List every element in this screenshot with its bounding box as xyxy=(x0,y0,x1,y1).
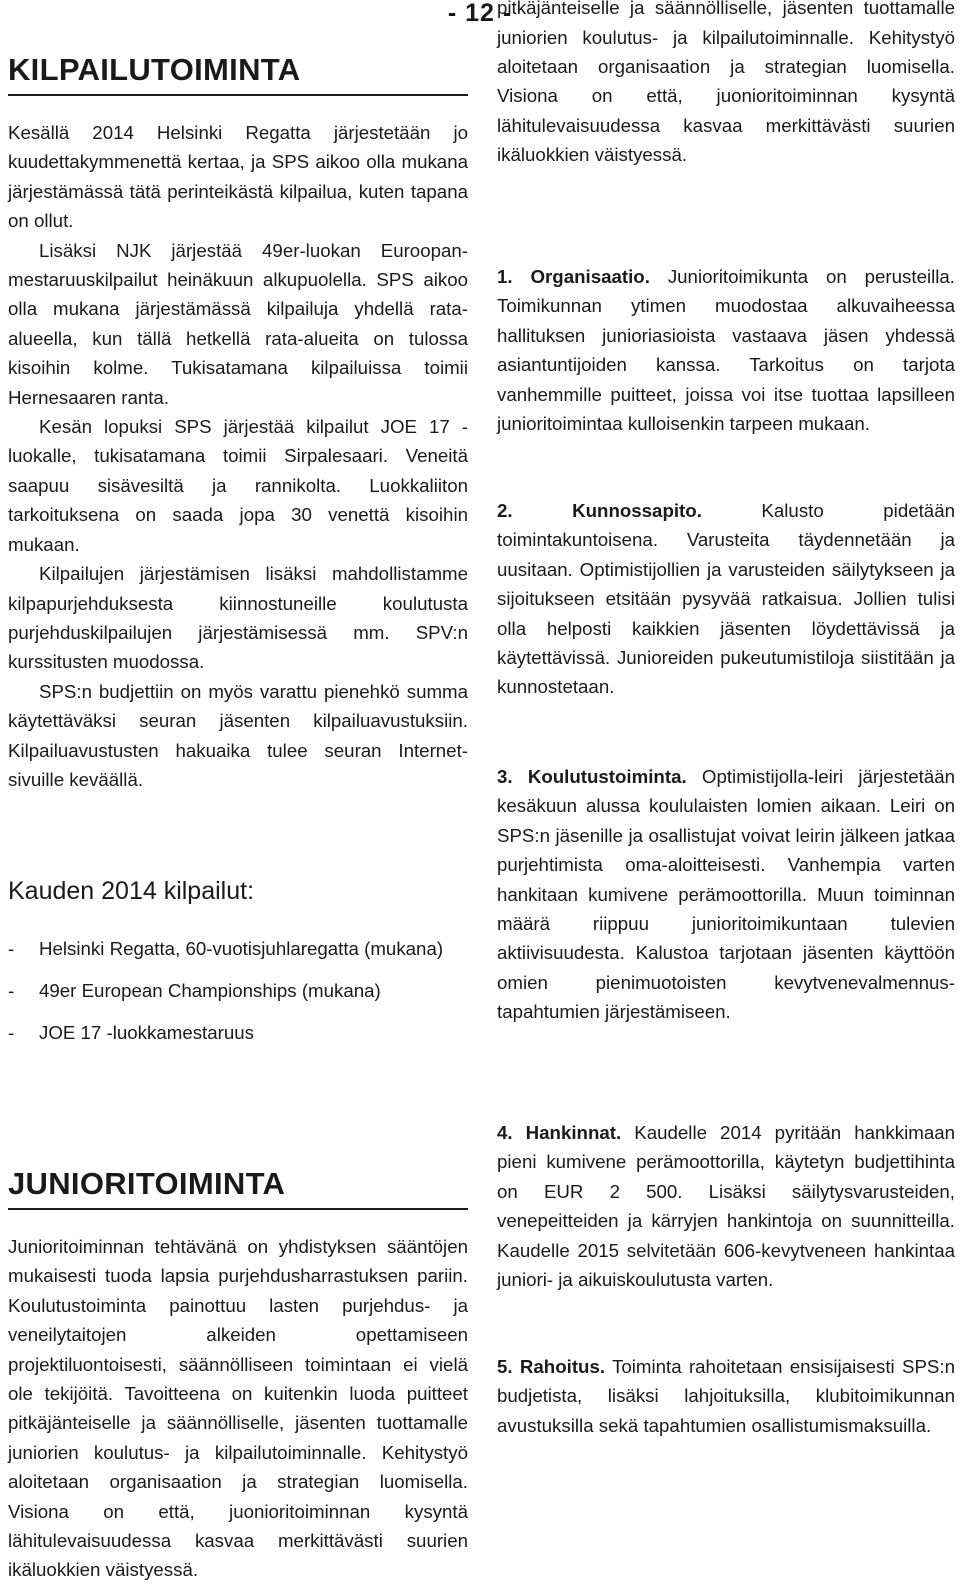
list-item-text: JOE 17 -luokkamestaruus xyxy=(39,1022,254,1043)
point-label: 5. Rahoitus. xyxy=(497,1356,606,1377)
competition-body xyxy=(8,118,468,794)
point-text: Kaudelle 2014 pyritään hankkimaan pieni kumivene perämoottorilla, käytetyn budjettihinta on EUR 2 500. Lisäksi säilytysvarusteiden, venepeitteiden ja kärryjen hankintoja on suunnitteilla. Kaudelle 2015 selvitetään 606-kevytveneen hankintaa juniori- ja aikuiskoulutusta varten. xyxy=(497,1122,955,1291)
dash-bullet: - xyxy=(8,938,15,959)
competition-title: KILPAILUTOIMINTA xyxy=(8,52,468,96)
season-list xyxy=(8,934,468,1060)
junior-intro-part-1: Junioritoiminnan tehtävänä on yhdistyksen sääntöjen mukaisesti tuoda lapsia purjehdusharrastuksen pariin. Koulutustoiminta painottuu lasten purjehdus- ja veneilytaitojen alkeiden opettamiseen projektiluontoisesti, säännölliseen toimintaan ei vielä ole tekijöitä. Tavoitteena on kuitenkin luoda puitteet pitkäjänteiselle ja säännölliselle, jäsenten tuottamalle juniorien koulutus- ja kilpailutoiminnalle. Kehitystyö aloitetaan organisaation ja strategian luomisella. Visiona on että, juonioritoiminnan kysyntä lähitulevaisuudessa kasvaa merkittävästi suurien ikäluokkien väistyessä. xyxy=(8,1236,468,1581)
competition-paragraph: Kesän lopuksi SPS järjestää kilpailut JOE 17 -luokalle, tukisatamana toimii Sirpalesaari. Veneitä saapuu sisävesiltä ja rannikolta. Luokkaliiton tarkoituksena on saada jopa 30 venettä kisoihin mukaan. xyxy=(8,416,468,555)
junior-point-2 xyxy=(497,496,955,702)
point-label: 3. Koulutustoiminta. xyxy=(497,766,687,787)
point-text: Toiminta rahoitetaan ensisijaisesti SPS:n budjetista, lisäksi lahjoituksilla, klubitoimikunnan avustuksilla sekä tapahtumien osallistumismaksuilla. xyxy=(497,1356,955,1436)
competition-paragraph: Kesällä 2014 Helsinki Regatta järjestetään jo kuudettakymmenettä kertaa, ja SPS aikoo olla mukana järjestämässä tätä perinteikästä kilpailua, kuten tapana on ollut. xyxy=(8,122,468,232)
point-label: 4. Hankinnat. xyxy=(497,1122,622,1143)
junior-intro-left xyxy=(8,1232,468,1581)
point-text: Kalusto pidetään toimintakuntoisena. Varusteita täydennetään ja uusitaan. Optimistijollien ja varusteiden säilytykseen ja sijoitukseen etsitään pysyvää ratkaisua. Jollien tulisi olla helposti kaikkien jäsenten löydettävissä ja käytettävissä. Junioreiden pukeutumistiloja siistitään ja kunnostetaan. xyxy=(497,500,955,698)
junior-point-3 xyxy=(497,762,955,1027)
point-text: Junioritoimikunta on perusteilla. Toimikunnan ytimen muodostaa alkuvaiheessa hallituksen junioriasioista vastaava jäsen yhdessä asiantuntijoiden kanssa. Tarkoitus on tarjota vanhemmille puitteet, joissa voi itse tuottaa lapsilleen junioritoimintaa kulloisenkin tarpeen mukaan. xyxy=(497,266,955,435)
list-item xyxy=(8,934,468,964)
dash-bullet: - xyxy=(8,980,15,1001)
junior-point-4 xyxy=(497,1118,955,1294)
junior-point-5 xyxy=(497,1352,955,1440)
competition-paragraph: Kilpailujen järjestämisen lisäksi mahdollistamme kilpapurjehduksesta kiinnostuneille koulutusta purjehduskilpailujen järjestämisessä mm. SPV:n kurssitusten muodossa. xyxy=(8,563,468,673)
dash-bullet: - xyxy=(8,1022,15,1043)
point-text: Optimistijolla-leiri järjestetään kesäkuun alussa koululaisten lomien aikaan. Leiri on SPS:n jäsenille ja osallistujat voivat leirin jälkeen jatkaa purjehtimista oma-aloitteisesti. Vanhempia varten hankitaan kumivene perämoottorilla. Muun toiminnan määrä riippuu junioritoimikuntaan tulevien aktiivisuudesta. Kalustoa tarjotaan jäsenten käyttöön omien pienimuotoisten kevytvenevalmennus-tapahtumien järjestämiseen. xyxy=(497,766,955,1023)
junior-title: JUNIORITOIMINTA xyxy=(8,1166,468,1210)
page-number: - 12 - xyxy=(447,0,513,27)
junior-intro-part-2: pitkäjänteiselle ja säännölliselle, jäsenten tuottamalle juniorien koulutus- ja kilpailutoiminnalle. Kehitystyö aloitetaan organisaation ja strategian luomisella. Visiona on että, juonioritoiminnan kysyntä lähitulevaisuudessa kasvaa merkittävästi suurien ikäluokkien väistyessä. xyxy=(497,0,955,166)
season-heading: Kauden 2014 kilpailut: xyxy=(8,877,255,905)
junior-point-1 xyxy=(497,262,955,438)
point-label: 1. Organisaatio. xyxy=(497,266,650,287)
competition-paragraph: Lisäksi NJK järjestää 49er-luokan Euroopan-mestaruuskilpailut heinäkuun alkupuolella. SPS aikoo olla mukana järjestämässä kilpailuja yhdellä rata-alueella, kun tällä hetkellä rata-alueita on tulossa kisoihin kolme. Tukisatamana kilpailuissa toimii Hernesaaren ranta. xyxy=(8,239,468,408)
junior-intro-right xyxy=(497,0,955,230)
list-item-text: Helsinki Regatta, 60-vuotisjuhlaregatta (mukana) xyxy=(39,938,444,959)
list-item xyxy=(8,1018,468,1048)
list-item-text: 49er European Championships (mukana) xyxy=(39,980,381,1001)
point-label: 2. Kunnossapito. xyxy=(497,500,702,521)
list-item xyxy=(8,976,468,1006)
competition-paragraph: SPS:n budjettiin on myös varattu pienehkö summa käytettäväksi seuran jäsenten kilpailuavustuksiin. Kilpailuavustusten hakuaika tulee seuran Internet-sivuille keväällä. xyxy=(8,680,468,790)
